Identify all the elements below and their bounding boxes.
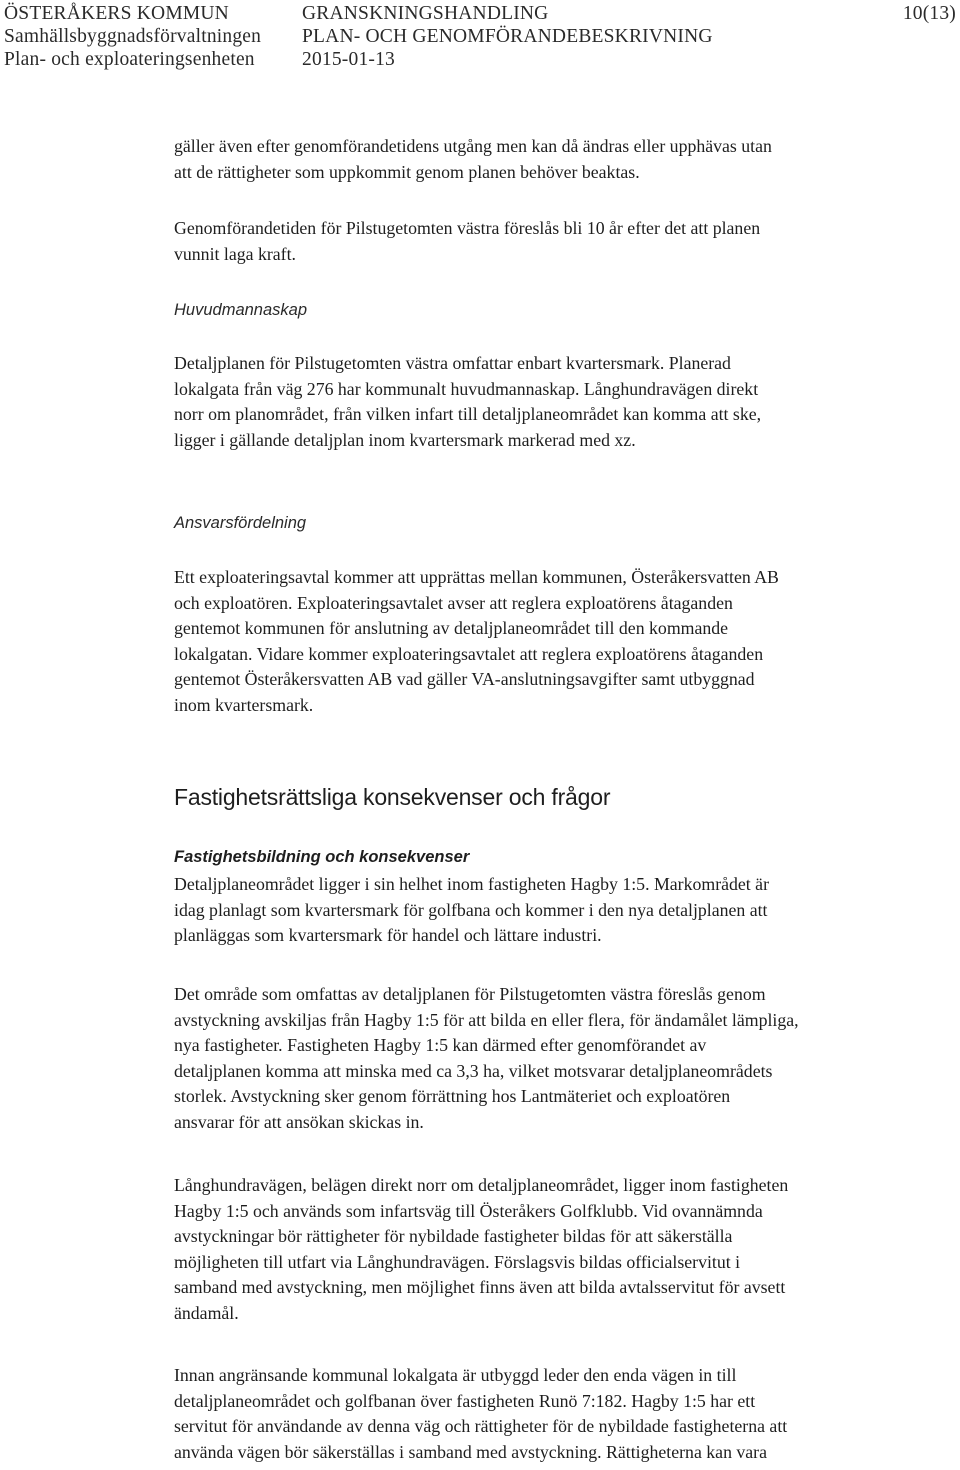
- text-line: storlek. Avstyckning sker genom förrättning hos Lantmäteriet och exploatören: [174, 1086, 731, 1107]
- text-line: gäller även efter genomförandetidens utgång men kan då ändras eller upphävas utan: [174, 136, 772, 156]
- text-line: Genomförandetiden för Pilstugetomten västra föreslås bli 10 år efter det att planen: [174, 218, 761, 238]
- text-line: gentemot Österåkersvatten AB vad gäller VA-anslutningsavgifter samt utbyggnad: [174, 669, 755, 690]
- paragraph-genomforandetid: [174, 216, 960, 267]
- text-line: avstyckningar bör rättigheter för nybildade fastigheter bildas för att säkerställa: [174, 1226, 733, 1247]
- text-line: servitut för användande av denna väg och rättigheter för de nybildade fastigheterna att: [174, 1416, 788, 1437]
- paragraph-lokalgata: [174, 1363, 960, 1465]
- text-line: möjligheten till utfart via Långhundravägen. Förslagsvis bildas officialservitut i: [174, 1251, 741, 1272]
- text-line: och exploatören. Exploateringsavtalet avser att reglera exploatörens åtaganden: [174, 592, 733, 613]
- header-organization: [4, 2, 261, 71]
- text-line: idag planlagt som kvartersmark för golfbana och kommer i den nya detaljplanen att: [174, 899, 768, 920]
- text-line: inom kvartersmark.: [174, 694, 314, 715]
- text-line: detaljplaneområdet och golfbanan över fastigheten Runö 7:182. Hagby 1:5 har ett: [174, 1390, 756, 1411]
- text-line: lokalgatan. Vidare kommer exploateringsavtalet att reglera exploatörens åtaganden: [174, 643, 764, 664]
- header-document-type: PLAN- OCH GENOMFÖRANDEBESKRIVNING: [302, 26, 713, 47]
- text-line: samband med avstyckning, men möjlighet finns även att bilda avtalsservitut för avsett: [174, 1277, 786, 1298]
- text-line: Detaljplaneområdet ligger i sin helhet inom fastigheten Hagby 1:5. Markområdet är: [174, 874, 769, 894]
- document-header: [0, 2, 960, 72]
- text-line: planläggas som kvartersmark för handel och lättare industri.: [174, 925, 602, 946]
- header-municipality: ÖSTERÅKERS KOMMUN: [4, 3, 229, 24]
- text-line: detaljplanen komma att minska med ca 3,3 ha, vilket motsvarar detaljplaneområdets: [174, 1060, 773, 1081]
- text-line: ändamål.: [174, 1302, 239, 1323]
- heading-fastighetsrattsliga: [174, 782, 960, 812]
- subsection-heading: Fastighetsbildning och konsekvenser: [174, 848, 470, 866]
- page-number: 10(13): [902, 3, 956, 24]
- header-page: [903, 2, 956, 25]
- header-document-date: 2015-01-13: [302, 49, 395, 70]
- text-line: nya fastigheter. Fastigheten Hagby 1:5 kan därmed efter genomförandet av: [174, 1035, 707, 1056]
- text-line: ligger i gällande detaljplan inom kvartersmark markerad med xz.: [174, 429, 636, 450]
- paragraph-langhundravagen: [174, 1173, 960, 1327]
- paragraph-huvudmannaskap: [174, 351, 960, 453]
- header-unit: Plan- och exploateringsenheten: [4, 49, 255, 70]
- text-line: Långhundravägen, belägen direkt norr om detaljplaneområdet, ligger inom fastigheten: [174, 1175, 789, 1195]
- text-line: använda vägen bör säkerställas i samband med avstyckning. Rättigheterna kan vara: [174, 1441, 767, 1462]
- text-line: norr om planområdet, från vilken infart till detaljplaneområdet kan komma att ske,: [174, 404, 762, 425]
- header-document-info: [302, 2, 713, 71]
- text-line: lokalgata från väg 276 har kommunalt huvudmannaskap. Långhundravägen direkt: [174, 378, 759, 399]
- heading-ansvarsfordelning: [174, 512, 960, 534]
- header-department: Samhällsbyggnadsförvaltningen: [4, 26, 262, 47]
- paragraph-fastighetsbildning: [174, 872, 960, 949]
- text-line: Det område som omfattas av detaljplanen för Pilstugetomten västra föreslås genom: [174, 984, 766, 1004]
- paragraph-genomforandetid-continuation: [174, 134, 960, 185]
- heading-huvudmannaskap: [174, 299, 960, 321]
- heading-fastighetsbildning: [174, 846, 960, 868]
- section-heading: Ansvarsfördelning: [174, 514, 307, 532]
- text-line: att de rättigheter som uppkommit genom planen behöver beaktas.: [174, 161, 640, 182]
- paragraph-ansvarsfordelning: [174, 565, 960, 719]
- main-section-heading: Fastighetsrättsliga konsekvenser och frågor: [174, 784, 611, 810]
- text-line: Hagby 1:5 och används som infartsväg till Österåkers Golfklubb. Vid ovannämnda: [174, 1200, 763, 1221]
- paragraph-avstyckning: [174, 982, 960, 1136]
- text-line: Innan angränsande kommunal lokalgata är utbyggd leder den enda vägen in till: [174, 1365, 737, 1385]
- header-document-status: GRANSKNINGSHANDLING: [302, 3, 549, 24]
- text-line: gentemot kommunen för anslutning av detaljplaneområdet till den kommande: [174, 618, 729, 639]
- text-line: vunnit laga kraft.: [174, 243, 296, 264]
- section-heading: Huvudmannaskap: [174, 301, 307, 319]
- text-line: Ett exploateringsavtal kommer att upprättas mellan kommunen, Österåkersvatten AB: [174, 567, 779, 587]
- text-line: avstyckning avskiljas från Hagby 1:5 för att bilda en eller flera, för ändamålet lämpliga,: [174, 1009, 799, 1030]
- text-line: Detaljplanen för Pilstugetomten västra omfattar enbart kvartersmark. Planerad: [174, 353, 731, 373]
- text-line: ansvarar för att ansökan skickas in.: [174, 1111, 424, 1132]
